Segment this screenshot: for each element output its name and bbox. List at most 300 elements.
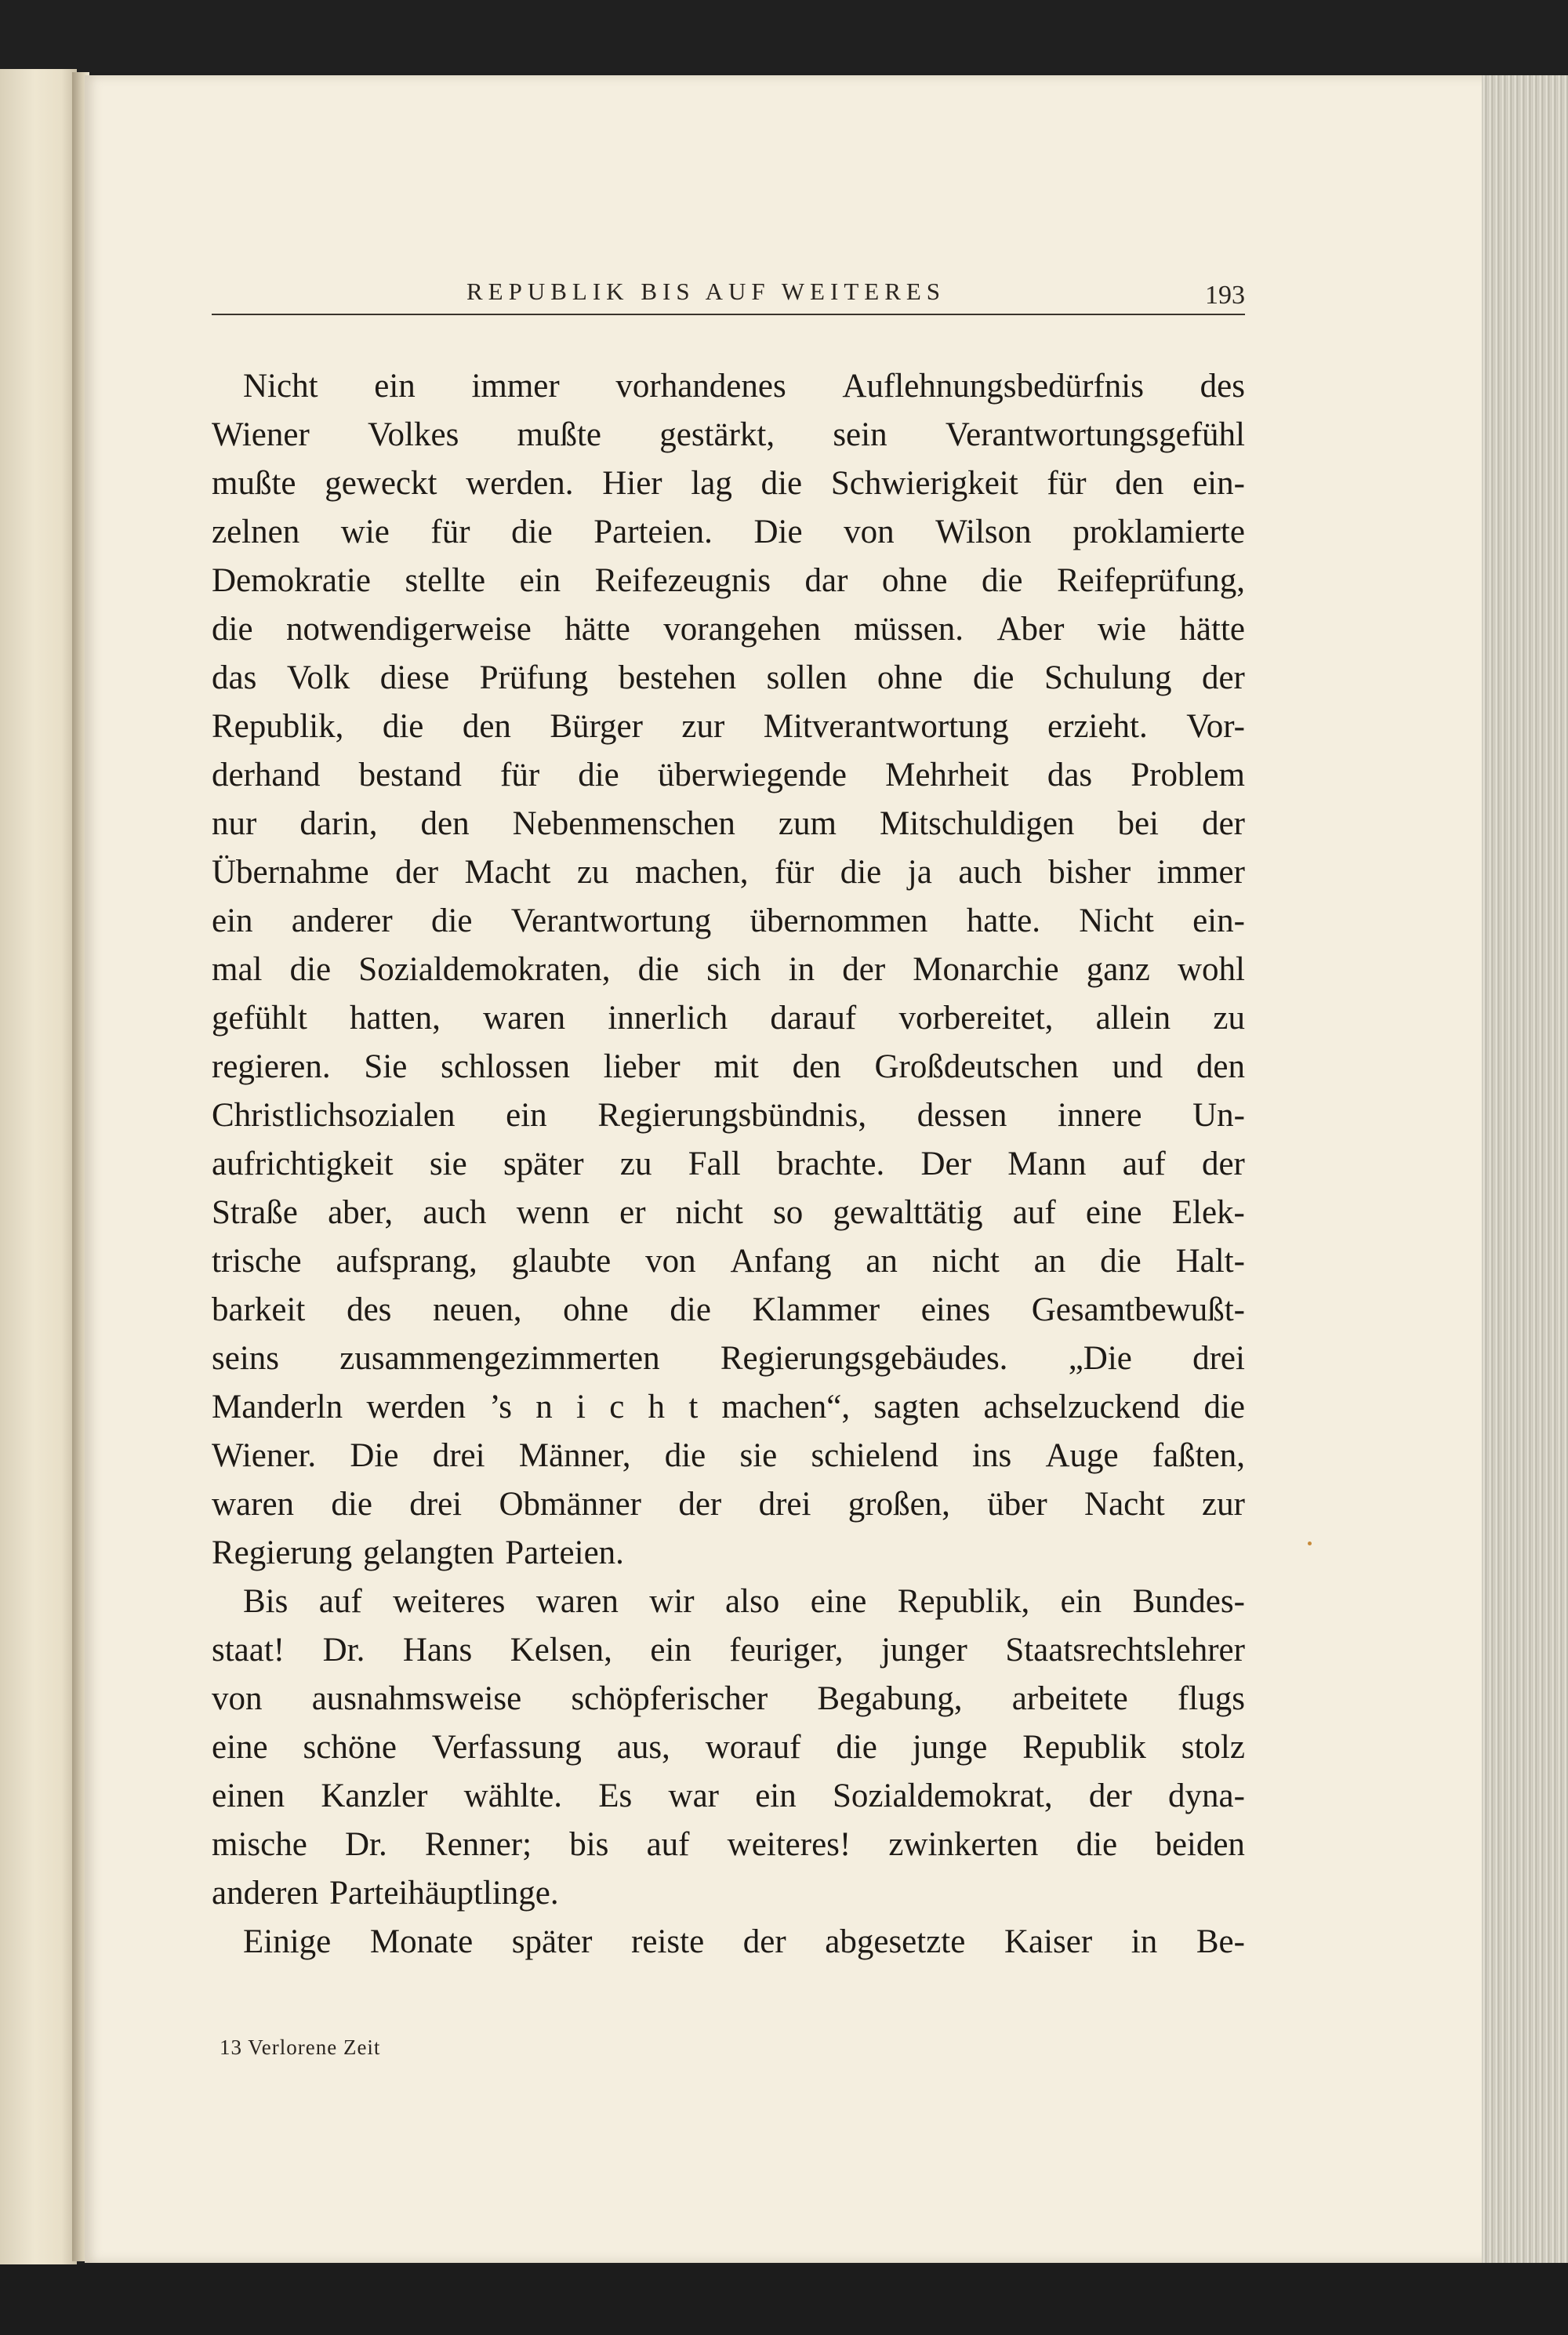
word: zu [1213, 1000, 1245, 1037]
word: bisher [1048, 854, 1131, 891]
word: Wiener. [212, 1437, 317, 1474]
word: Nebenmenschen [512, 805, 735, 842]
word: waren [212, 1486, 295, 1523]
word: hatte. [966, 902, 1041, 939]
word: ohne [563, 1291, 629, 1328]
text-line [212, 1772, 1245, 1821]
word: achselzuckend [983, 1389, 1181, 1425]
word: Republik [1022, 1729, 1146, 1766]
word: auf [646, 1826, 690, 1863]
word: aber, [328, 1194, 394, 1231]
word: reiste [631, 1923, 705, 1960]
word: für [500, 757, 540, 793]
word: mische [212, 1826, 307, 1863]
word: Kelsen, [510, 1632, 612, 1669]
word: Nacht [1084, 1486, 1165, 1523]
word: die [511, 514, 553, 550]
word: Mann [1007, 1146, 1087, 1182]
word: aufsprang, [336, 1243, 477, 1280]
text-line [212, 751, 1245, 800]
word: vorangehen [663, 611, 821, 648]
page-header [212, 273, 1245, 317]
word: eines [920, 1291, 991, 1328]
word: eine [1085, 1194, 1142, 1231]
word: anderer [291, 902, 393, 939]
word: und [1112, 1048, 1163, 1085]
word: Fall [688, 1146, 741, 1182]
word: des [1200, 368, 1245, 405]
word: die [637, 951, 680, 988]
word: immer [471, 368, 560, 405]
word: die [836, 1729, 877, 1766]
word: lag [691, 465, 732, 502]
word: Gesamtbewußt- [1031, 1291, 1245, 1328]
word: seins [212, 1340, 279, 1377]
word: ein- [1192, 465, 1245, 502]
word: Es [598, 1778, 633, 1814]
word: die [670, 1291, 711, 1328]
word: aus, [616, 1729, 670, 1766]
word: an [866, 1243, 898, 1280]
word: darin, [299, 805, 378, 842]
word: junger [880, 1632, 967, 1669]
word: Wiener [212, 416, 310, 453]
word: war [668, 1778, 719, 1814]
word: ohne [881, 562, 948, 599]
text-line [212, 1480, 1245, 1529]
word: Reifeprüfung, [1056, 562, 1245, 599]
word: allein [1095, 1000, 1171, 1037]
word: Einige [243, 1923, 332, 1960]
word: Halt- [1175, 1243, 1245, 1280]
word: Hier [602, 465, 662, 502]
word: Vor- [1186, 708, 1245, 745]
text-line [212, 1529, 1245, 1578]
word: die [981, 562, 1023, 599]
text-line [212, 654, 1245, 703]
word: mal [212, 951, 263, 988]
word: weiteres [393, 1583, 506, 1620]
word: drei [409, 1486, 463, 1523]
word: den [1115, 465, 1164, 502]
word: innere [1058, 1097, 1142, 1134]
word: aufrichtigkeit [212, 1146, 394, 1182]
word: wählte. [463, 1778, 563, 1814]
word: sie [739, 1437, 778, 1474]
word: anderen [212, 1875, 319, 1912]
text-line [212, 1237, 1245, 1286]
word: Die [350, 1437, 399, 1474]
word: Parteihäuptlinge. [329, 1875, 559, 1912]
word: die [840, 854, 882, 891]
word: die [664, 1437, 706, 1474]
word: von [645, 1243, 696, 1280]
word: bei [1117, 805, 1160, 842]
word: sein [833, 416, 887, 453]
text-line [212, 411, 1245, 459]
word: mit [713, 1048, 759, 1085]
word: in [1131, 1923, 1158, 1960]
word: der [395, 854, 439, 891]
word: vorhandenes [615, 368, 786, 405]
text-line [212, 1432, 1245, 1480]
word: werden. [466, 465, 574, 502]
word: Sie [364, 1048, 408, 1085]
word: Un- [1192, 1097, 1245, 1134]
word: den [1196, 1048, 1245, 1085]
word: die [430, 902, 473, 939]
word: zwinkerten [888, 1826, 1039, 1863]
word: sich [706, 951, 761, 988]
word: bestand [358, 757, 462, 793]
word: wie [340, 514, 390, 550]
word: hatten, [350, 1000, 441, 1037]
running-head: REPUBLIK BIS AUF WEITERES [466, 278, 946, 305]
word: das [212, 659, 257, 696]
text-line [212, 800, 1245, 848]
word: Be- [1196, 1923, 1245, 1960]
word: stellte [405, 562, 486, 599]
word: so [773, 1194, 804, 1231]
word: die [1203, 1389, 1245, 1425]
word: die [1100, 1243, 1142, 1280]
word: in [788, 951, 815, 988]
word: wenn [516, 1194, 590, 1231]
word: Volkes [368, 416, 459, 453]
header-rule [212, 314, 1245, 315]
word: Renner; [424, 1826, 532, 1863]
word: lieber [603, 1048, 681, 1085]
signature-mark: 13 Verlorene Zeit [220, 2035, 381, 2059]
text-line [212, 605, 1245, 654]
word: für [430, 514, 470, 550]
word: der [1201, 1146, 1245, 1182]
word: waren [535, 1583, 619, 1620]
word: Problem [1131, 757, 1245, 793]
text-line [212, 1869, 1245, 1918]
word: t [688, 1389, 699, 1425]
word: glaubte [511, 1243, 612, 1280]
text-line [212, 1043, 1245, 1091]
word: junge [912, 1729, 988, 1766]
text-line [212, 1140, 1245, 1189]
word: waren [483, 1000, 566, 1037]
text-line [212, 703, 1245, 751]
text-line [212, 994, 1245, 1043]
word: der [1088, 1778, 1132, 1814]
word: eine [212, 1729, 268, 1766]
word: über [987, 1486, 1047, 1523]
word: hätte [1179, 611, 1245, 648]
word: auch [958, 854, 1022, 891]
body-text [212, 362, 1245, 2009]
word: einen [212, 1778, 285, 1814]
word: „Die [1068, 1340, 1132, 1377]
word: Wilson [935, 514, 1032, 550]
word: Schulung [1044, 659, 1172, 696]
word: die [760, 465, 803, 502]
word: Männer, [518, 1437, 631, 1474]
word: zur [1202, 1486, 1245, 1523]
word: ein [755, 1778, 797, 1814]
word: erzieht. [1047, 708, 1148, 745]
word: Parteien. [505, 1534, 624, 1571]
word: die [212, 611, 253, 648]
word: ein [519, 562, 561, 599]
word: n [535, 1389, 553, 1425]
word: großen, [848, 1486, 950, 1523]
word: gefühlt [212, 1000, 307, 1037]
word: zur [681, 708, 725, 745]
scanner-background-bottom [0, 2264, 1568, 2335]
word: von [844, 514, 895, 550]
word: wohl [1177, 951, 1245, 988]
word: feuriger, [729, 1632, 844, 1669]
word: h [648, 1389, 666, 1425]
word: zusammengezimmerten [339, 1340, 660, 1377]
word: Übernahme [212, 854, 369, 891]
word: Monarchie [913, 951, 1059, 988]
word: der [678, 1486, 722, 1523]
word: für [775, 854, 815, 891]
paper-speck [1308, 1542, 1312, 1545]
text-line [212, 1335, 1245, 1383]
word: Regierungsbündnis, [597, 1097, 867, 1134]
word: Mehrheit [885, 757, 1009, 793]
word: ohne [877, 659, 943, 696]
word: zu [619, 1146, 652, 1182]
word: sie [429, 1146, 467, 1182]
word: überwiegende [657, 757, 848, 793]
word: Christlichsozialen [212, 1097, 456, 1134]
word: diese [379, 659, 450, 696]
word: schielend [811, 1437, 938, 1474]
word: Macht [464, 854, 551, 891]
word: von [212, 1680, 263, 1717]
word: der [842, 951, 886, 988]
text-line [212, 946, 1245, 994]
word: der [1201, 659, 1245, 696]
text-line [212, 459, 1245, 508]
word: Mitverantwortung [763, 708, 1009, 745]
word: die [382, 708, 424, 745]
word: Straße [212, 1194, 298, 1231]
word: Aber [996, 611, 1065, 648]
word: schöne [303, 1729, 397, 1766]
word: abgesetzte [825, 1923, 966, 1960]
word: Schwierigkeit [830, 465, 1018, 502]
word: ein [212, 902, 253, 939]
word: Hans [402, 1632, 473, 1669]
word: übernommen [750, 902, 928, 939]
word: er [619, 1194, 646, 1231]
word: später [511, 1923, 593, 1960]
word: i [575, 1389, 586, 1425]
page-number: 193 [1205, 281, 1245, 310]
text-line [212, 1723, 1245, 1772]
word: Kanzler [321, 1778, 428, 1814]
word: mußte [212, 465, 296, 502]
word: gewalttätig [833, 1194, 983, 1231]
word: faßten, [1152, 1437, 1245, 1474]
word: ein [506, 1097, 547, 1134]
word: brachte. [776, 1146, 885, 1182]
word: wie [1097, 611, 1146, 648]
word: Kaiser [1004, 1923, 1093, 1960]
text-line [212, 1918, 1245, 1966]
word: die [289, 951, 332, 988]
word: Anfang [730, 1243, 832, 1280]
word: staat! [212, 1632, 285, 1669]
word: nur [212, 805, 257, 842]
word: mußte [517, 416, 602, 453]
word: der [742, 1923, 786, 1960]
word: den [462, 708, 511, 745]
word: worauf [705, 1729, 801, 1766]
word: Regierungsgebäudes. [720, 1340, 1008, 1377]
text-line [212, 1286, 1245, 1335]
word: schlossen [441, 1048, 570, 1085]
word: bis [569, 1826, 609, 1863]
word: schöpferischer [571, 1680, 768, 1717]
facing-page-edge [0, 69, 77, 2264]
word: zum [778, 805, 837, 842]
scanner-background-top [0, 0, 1568, 72]
word: Republik, [897, 1583, 1030, 1620]
word: dar [804, 562, 848, 599]
word: trische [212, 1243, 302, 1280]
word: Parteien. [593, 514, 713, 550]
text-line [212, 1578, 1245, 1626]
word: Elek- [1171, 1194, 1245, 1231]
word: auch [423, 1194, 487, 1231]
word: Regierung [212, 1534, 353, 1571]
word: werden [366, 1389, 466, 1425]
word: ja [907, 854, 932, 891]
word: nicht [931, 1243, 1000, 1280]
word: sollen [766, 659, 848, 696]
word: der [1202, 805, 1245, 842]
word: Demokratie [212, 562, 371, 599]
word: Die [753, 514, 803, 550]
word: gestärkt, [659, 416, 775, 453]
word: darauf [770, 1000, 857, 1037]
word: Prüfung [479, 659, 589, 696]
word: dessen [916, 1097, 1007, 1134]
word: später [503, 1146, 584, 1182]
word: dyna- [1168, 1778, 1245, 1814]
word: drei [1192, 1340, 1245, 1377]
word: sagten [873, 1389, 960, 1425]
word: Manderln [212, 1389, 343, 1425]
word: Bundes- [1132, 1583, 1245, 1620]
word: drei [432, 1437, 485, 1474]
word: wir [649, 1583, 695, 1620]
word: die [972, 659, 1014, 696]
word: das [1047, 757, 1093, 793]
word: ein [1060, 1583, 1102, 1620]
word: hätte [564, 611, 630, 648]
word: bestehen [618, 659, 737, 696]
word: innerlich [608, 1000, 728, 1037]
word: für [1047, 465, 1087, 502]
text-line [212, 1821, 1245, 1869]
word: Dr. [322, 1632, 365, 1669]
word: Staatsrechtslehrer [1005, 1632, 1245, 1669]
word: die [1076, 1826, 1118, 1863]
text-line [212, 362, 1245, 411]
word: an [1033, 1243, 1066, 1280]
word: Verantwortung [510, 902, 712, 939]
word: Begabung, [817, 1680, 963, 1717]
word: Sozialdemokraten, [358, 951, 611, 988]
word: derhand [212, 757, 321, 793]
word: Der [920, 1146, 971, 1182]
word: Bürger [550, 708, 643, 745]
word: vorbereitet, [898, 1000, 1054, 1037]
text-line [212, 1675, 1245, 1723]
word: beiden [1155, 1826, 1245, 1863]
text-line [212, 1383, 1245, 1432]
word: Auge [1045, 1437, 1119, 1474]
word: ’s [489, 1389, 512, 1425]
word: Klammer [752, 1291, 880, 1328]
word: Volk [286, 659, 350, 696]
text-line [212, 508, 1245, 557]
text-line [212, 1626, 1245, 1675]
word: stolz [1181, 1729, 1245, 1766]
word: Monate [369, 1923, 474, 1960]
word: auf [1122, 1146, 1166, 1182]
text-line [212, 1091, 1245, 1140]
word: nicht [675, 1194, 743, 1231]
word: barkeit [212, 1291, 306, 1328]
word: Republik, [212, 708, 344, 745]
word: Nicht [243, 368, 318, 405]
word: des [347, 1291, 392, 1328]
word: also [725, 1583, 780, 1620]
word: zelnen [212, 514, 300, 550]
word: den [792, 1048, 841, 1085]
word: machen, [635, 854, 749, 891]
word: müssen. [854, 611, 964, 648]
word: Großdeutschen [874, 1048, 1079, 1085]
word: die [578, 757, 619, 793]
word: arbeitete [1011, 1680, 1128, 1717]
word: ganz [1086, 951, 1150, 988]
text-line [212, 897, 1245, 946]
word: eine [810, 1583, 867, 1620]
word: Nicht [1079, 902, 1154, 939]
word: zu [576, 854, 609, 891]
word: Verfassung [431, 1729, 582, 1766]
word: gelangten [363, 1534, 495, 1571]
word: Mitschuldigen [879, 805, 1075, 842]
word: ein [650, 1632, 691, 1669]
word: den [420, 805, 470, 842]
word: c [609, 1389, 625, 1425]
word: Reifezeugnis [594, 562, 771, 599]
word: Dr. [344, 1826, 387, 1863]
word: Verantwortungsgefühl [945, 416, 1245, 453]
word: ins [972, 1437, 1012, 1474]
word: die [331, 1486, 372, 1523]
text-line [212, 1189, 1245, 1237]
word: regieren. [212, 1048, 331, 1085]
word: neuen, [433, 1291, 522, 1328]
word: drei [758, 1486, 811, 1523]
word: Obmänner [499, 1486, 641, 1523]
